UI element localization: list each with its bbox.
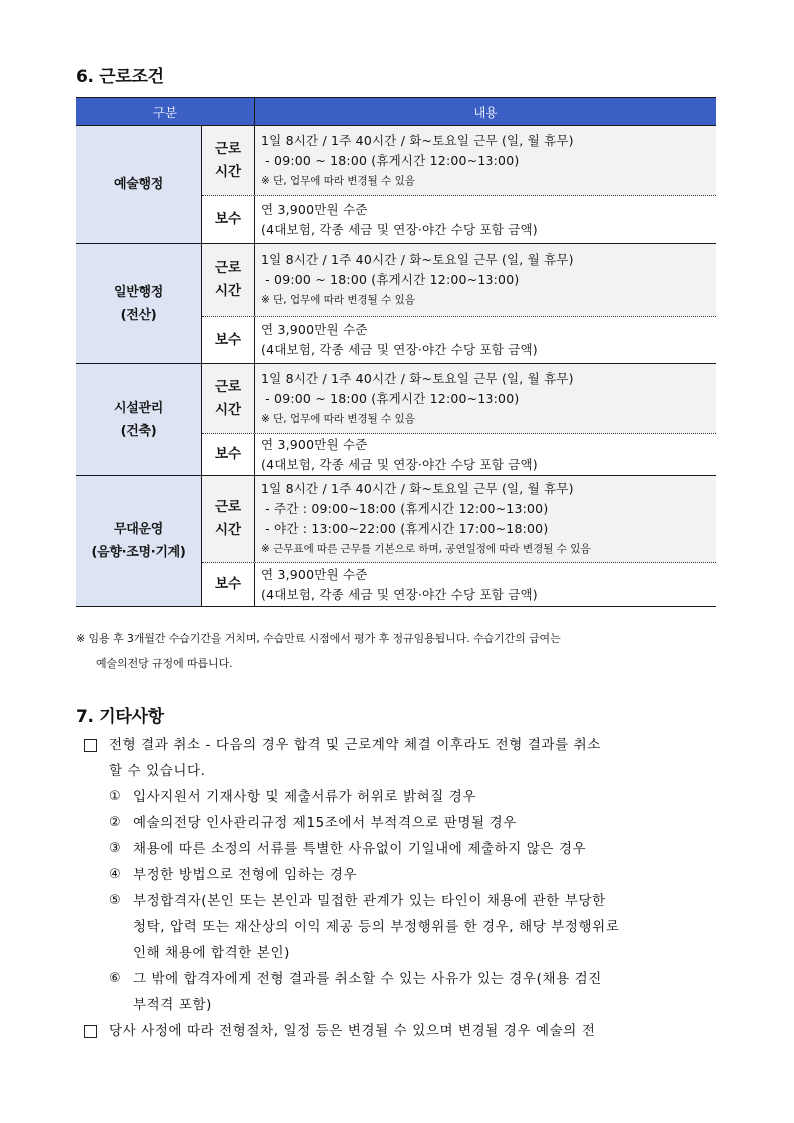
sub-list-item — [84, 784, 724, 810]
content-line: - 09:00 ~ 18:00 (휴게시간 12:00~13:00) — [261, 390, 520, 406]
table-row-work-hours — [202, 126, 716, 196]
sub-label-pay: 보수 — [202, 317, 255, 363]
category-sublabel: (건축) — [120, 423, 157, 439]
circled-number-icon: ④ — [109, 867, 122, 882]
header-category: 구분 — [76, 98, 255, 125]
probation-footnote — [76, 626, 721, 676]
header-content: 내용 — [473, 104, 498, 120]
table-row-pay — [202, 563, 716, 606]
content-line: 1일 8시간 / 1주 40시간 / 화~토요일 근무 (일, 월 휴무) — [261, 481, 574, 496]
table-row-work-hours — [202, 364, 716, 434]
category-sublabel: (전산) — [120, 307, 157, 323]
category-label: 예술행정 — [113, 177, 164, 192]
sub-item-text-continued: 청탁, 압력 또는 재산상의 이익 제공 등의 부정행위를 한 경우, 해당 부정행위로 — [133, 919, 620, 935]
content-line: 연 3,900만원 수준 — [261, 436, 368, 452]
sub-item-text-continued: 인해 채용에 합격한 본인) — [133, 945, 290, 961]
category-cell — [76, 244, 202, 363]
footnote-line: 예술의전당 규정에 따릅니다. — [96, 657, 233, 670]
sub-label-pay: 보수 — [202, 563, 255, 606]
content-cell — [255, 244, 716, 316]
content-cell — [255, 563, 716, 606]
content-cell — [255, 317, 716, 363]
content-line: - 09:00 ~ 18:00 (휴게시간 12:00~13:00) — [261, 272, 520, 287]
checkbox-square-icon — [84, 739, 97, 752]
other-matters-list — [84, 732, 724, 1044]
sub-list-item — [84, 862, 724, 888]
category-cell — [76, 364, 202, 475]
sub-label-line: 시간 — [214, 163, 242, 180]
sub-item-text: 예술의전당 인사관리규정 제15조에서 부적격으로 판명될 경우 — [133, 815, 517, 831]
circled-number-icon: ⑥ — [109, 971, 122, 986]
sub-item-text: 부정한 방법으로 전형에 임하는 경우 — [133, 867, 358, 883]
content-line: 1일 8시간 / 1주 40시간 / 화~토요일 근무 (일, 월 휴무) — [261, 252, 574, 267]
section-title-other-matters: 7. 기타사항 — [76, 707, 164, 727]
sub-list-item — [84, 810, 724, 836]
content-line: (4대보험, 각종 세금 및 연장·야간 수당 포함 금액) — [261, 586, 538, 602]
circled-number-icon: ③ — [109, 841, 122, 856]
sub-item-text: 그 밖에 합격자에게 전형 결과를 취소할 수 있는 사유가 있는 경우(채용 검진 — [133, 971, 602, 987]
category-label: 일반행정 — [113, 284, 164, 300]
content-line: (4대보험, 각종 세금 및 연장·야간 수당 포함 금액) — [261, 221, 538, 237]
content-cell — [255, 126, 716, 195]
item-text: 전형 결과 취소 - 다음의 경우 합격 및 근로계약 체결 이후라도 전형 결과를 취소 — [109, 737, 601, 753]
content-note: ※ 단, 업무에 따라 변경될 수 있음 — [261, 294, 415, 306]
sub-label-line: 시간 — [214, 401, 242, 418]
circled-number-icon: ⑤ — [109, 893, 122, 908]
content-line: - 주간 : 09:00~18:00 (휴게시간 12:00~13:00) — [261, 501, 549, 516]
content-cell — [255, 476, 716, 562]
table-group-arts-admin — [76, 126, 716, 244]
content-line: 연 3,900만원 수준 — [261, 566, 368, 582]
sub-list-item — [84, 966, 724, 992]
section-title-working-conditions: 6. 근로조건 — [76, 67, 164, 87]
sub-list-item — [84, 888, 724, 914]
circled-number-icon: ① — [109, 789, 122, 804]
sub-label-pay: 보수 — [202, 434, 255, 475]
sub-label-pay: 보수 — [202, 196, 255, 243]
sub-label-line: 시간 — [214, 283, 242, 299]
content-line: - 야간 : 13:00~22:00 (휴게시간 17:00~18:00) — [261, 521, 549, 536]
sub-label-work-hours — [202, 364, 255, 433]
sub-item-text: 입사지원서 기재사항 및 제출서류가 허위로 밝혀질 경우 — [133, 789, 477, 805]
list-item — [84, 732, 724, 758]
item-text: 당사 사정에 따라 전형절차, 일정 등은 변경될 수 있으며 변경될 경우 예술의 전 — [109, 1023, 596, 1039]
sub-label-line: 시간 — [214, 522, 242, 538]
content-line: (4대보험, 각종 세금 및 연장·야간 수당 포함 금액) — [261, 342, 538, 357]
sub-item-text-continued: 부적격 포함) — [133, 997, 212, 1013]
circled-number-icon: ② — [109, 815, 122, 830]
content-note: ※ 근무표에 따른 근무를 기본으로 하며, 공연일정에 따라 변경될 수 있음 — [261, 543, 591, 555]
content-line: 연 3,900만원 수준 — [261, 322, 368, 337]
list-item — [84, 1018, 724, 1044]
category-cell — [76, 476, 202, 606]
content-cell — [255, 364, 716, 433]
table-row-work-hours — [202, 244, 716, 317]
table-row-work-hours — [202, 476, 716, 563]
content-line: 1일 8시간 / 1주 40시간 / 화~토요일 근무 (일, 월 휴무) — [261, 132, 574, 148]
table-group-facility-mgmt — [76, 364, 716, 476]
table-row-pay — [202, 317, 716, 363]
category-sublabel: (음향·조명·기계) — [91, 545, 186, 560]
content-cell — [255, 434, 716, 475]
sub-item-text: 부정합격자(본인 또는 본인과 밀접한 관계가 있는 타인이 채용에 관한 부당한 — [133, 893, 606, 909]
working-conditions-table — [76, 97, 716, 607]
content-line: 1일 8시간 / 1주 40시간 / 화~토요일 근무 (일, 월 휴무) — [261, 370, 574, 386]
content-line: - 09:00 ~ 18:00 (휴게시간 12:00~13:00) — [261, 152, 520, 168]
table-group-general-admin — [76, 244, 716, 364]
table-row-pay — [202, 434, 716, 475]
sub-label-line: 근로 — [214, 499, 242, 515]
content-note: ※ 단, 업무에 따라 변경될 수 있음 — [261, 412, 415, 425]
checkbox-square-icon — [84, 1025, 97, 1038]
sub-label-work-hours — [202, 476, 255, 562]
table-group-stage-ops — [76, 476, 716, 606]
sub-label-line: 근로 — [214, 260, 242, 276]
content-cell — [255, 196, 716, 243]
sub-label-work-hours — [202, 126, 255, 195]
content-line: (4대보험, 각종 세금 및 연장·야간 수당 포함 금액) — [261, 456, 538, 472]
item-text-continued: 할 수 있습니다. — [109, 763, 206, 779]
sub-label-work-hours — [202, 244, 255, 316]
category-label: 시설관리 — [113, 400, 164, 416]
content-note: ※ 단, 업무에 따라 변경될 수 있음 — [261, 174, 415, 187]
sub-list-item — [84, 836, 724, 862]
category-cell — [76, 126, 202, 243]
sub-label-line: 근로 — [214, 140, 242, 157]
category-label: 무대운영 — [113, 522, 164, 537]
content-line: 연 3,900만원 수준 — [261, 201, 368, 217]
sub-item-text: 채용에 따른 소정의 서류를 특별한 사유없이 기일내에 제출하지 않은 경우 — [133, 841, 587, 857]
footnote-line: ※ 임용 후 3개월간 수습기간을 거치며, 수습만료 시점에서 평가 후 정규임용됩니다. 수습기간의 급여는 — [76, 632, 561, 645]
table-header — [76, 98, 716, 126]
table-row-pay — [202, 196, 716, 243]
sub-label-line: 근로 — [214, 378, 242, 395]
